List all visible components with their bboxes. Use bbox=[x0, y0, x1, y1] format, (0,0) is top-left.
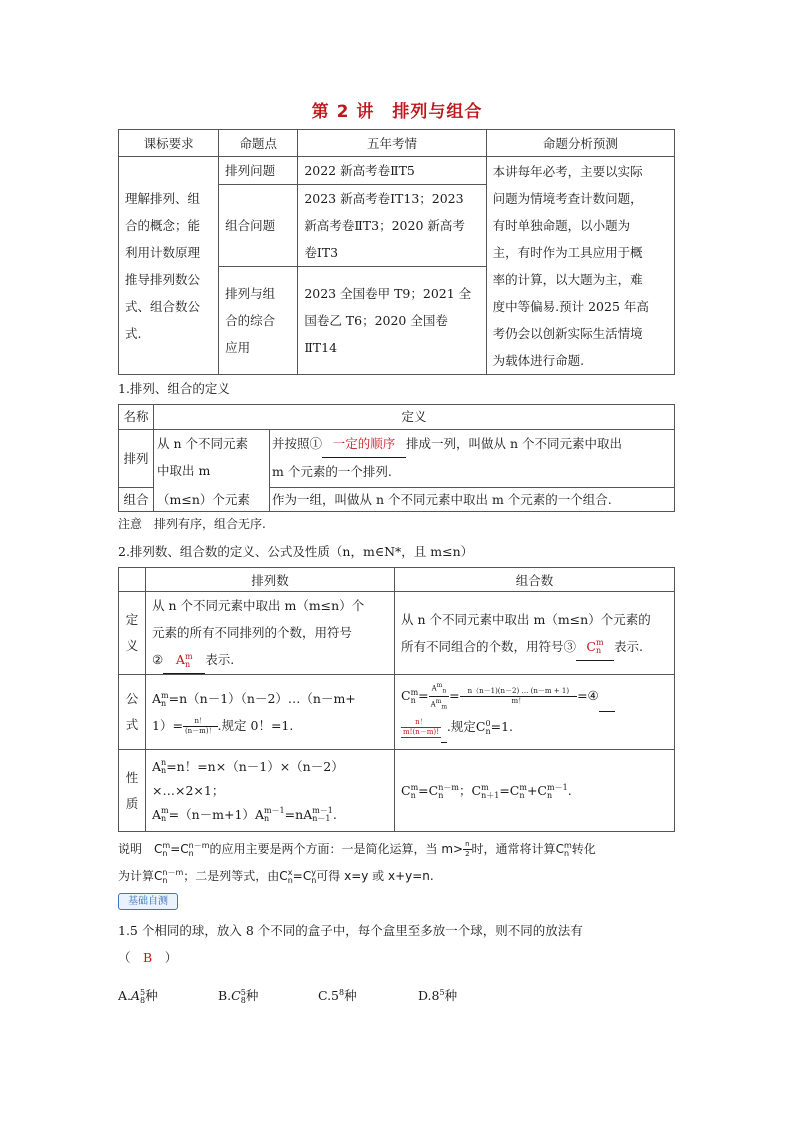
option-unit: 种 bbox=[245, 988, 259, 1004]
option-exponent: 8 bbox=[339, 988, 345, 997]
note-text: 转化 bbox=[571, 842, 596, 856]
requirement-line: 式、组合数公 bbox=[125, 298, 201, 314]
note-text: 可得 x=y 或 x+y=n. bbox=[316, 869, 434, 883]
option-a: A.A 5 8 种 bbox=[118, 987, 158, 1005]
perm-fraction bbox=[183, 717, 218, 736]
header-point: 命题点 bbox=[219, 130, 298, 157]
note-text: 时，通常将计算 bbox=[471, 842, 556, 856]
blank-number: ④ bbox=[587, 688, 599, 703]
fraction-numerator: n！ bbox=[401, 718, 441, 728]
option-d bbox=[418, 979, 514, 1009]
row-formula-label: 公式 bbox=[119, 675, 146, 750]
half-fraction: $\frac{n}{2}$ bbox=[465, 840, 470, 858]
option-label: B. bbox=[217, 988, 232, 1004]
point-line: 排列与组 bbox=[225, 286, 276, 301]
option-unit: 种 bbox=[444, 988, 458, 1004]
note-text: ；二是列等式，由 bbox=[183, 869, 280, 883]
comb-prop-cell bbox=[395, 750, 675, 832]
perm-def-line: 元素的所有不同排列的个数，用符号 bbox=[152, 625, 353, 640]
option-label: C.5 bbox=[317, 988, 340, 1004]
prediction-line: 问题为情境考查计数问题， bbox=[492, 190, 643, 206]
exam-line: 新高考卷ⅡT3；2020 新高考 bbox=[304, 218, 465, 233]
row-comb-name: 组合 bbox=[119, 488, 154, 511]
comb-formula-line: $\frac{n!}{m!(n-m)!}$ .规定C 0 n =1. bbox=[401, 712, 668, 743]
exam-line: 2022 新高考卷ⅡT5 bbox=[304, 163, 415, 178]
paren-close: ） bbox=[164, 950, 178, 965]
overview-table bbox=[118, 129, 675, 375]
row-prop-label: 性质 bbox=[119, 750, 146, 832]
perm-formula-line: A m n =n（n－1）（n－2）…（n－m+ bbox=[152, 690, 356, 708]
comb-fraction-a bbox=[429, 681, 449, 711]
comb-def-line: 从 n 个不同元素中取出 m（m≤n）个元素的 bbox=[401, 611, 651, 627]
col-name-header: 名称 bbox=[119, 405, 154, 430]
comb-def-text: 所有不同组合的个数，用符号③ bbox=[401, 638, 577, 654]
perm-def-cell bbox=[269, 430, 674, 488]
perm-def-cell bbox=[146, 592, 395, 675]
option-unit: 种 bbox=[145, 988, 158, 1004]
perm-def-text: 并按照① bbox=[272, 436, 323, 451]
header-exams: 五年考情 bbox=[298, 130, 486, 157]
perm-prop-text: =（n－m+1） bbox=[168, 806, 255, 822]
question-options bbox=[118, 979, 678, 1009]
fraction-numerator: $A^m_n$ bbox=[429, 681, 449, 697]
requirement-cell bbox=[119, 157, 219, 375]
shared-line: 从 n 个不同元素 bbox=[157, 436, 248, 451]
comb-prop-text: ； bbox=[458, 783, 472, 798]
comb-def-cell bbox=[395, 592, 675, 675]
requirement-line: 推导排列数公 bbox=[125, 271, 201, 287]
perm-formula-text: .规定 0！=1. bbox=[217, 718, 294, 733]
header-perm-number: 排列数 bbox=[146, 568, 395, 592]
option-unit: 种 bbox=[344, 988, 357, 1004]
comb-symbol-blank: C m n bbox=[576, 633, 614, 661]
note-order: 注意 排列有序，组合无序. bbox=[118, 517, 266, 531]
comb-fraction-b bbox=[460, 687, 577, 706]
point-cell bbox=[219, 267, 298, 375]
fraction-numerator: n（n－1)(n－2) … (n－m + 1) bbox=[460, 687, 577, 697]
col-def-header: 定义 bbox=[154, 405, 674, 430]
perm-def-line bbox=[272, 430, 674, 458]
section2-heading: 2.排列数、组合数的定义、公式及性质（n，m∈N*，且 m≤n） bbox=[118, 544, 474, 559]
blank-number: ② bbox=[152, 652, 164, 667]
prediction-line: 率的计算，以大题为主，难 bbox=[492, 271, 643, 287]
fraction-numerator: n！ bbox=[183, 717, 218, 727]
comb-prop-line: C m n =C n－m n ；C m n＋1 =C m n +C m－1 n . bbox=[401, 782, 572, 800]
exam-line: 国卷乙 T6；2020 全国卷 bbox=[304, 313, 448, 328]
perm-formula-cell bbox=[146, 675, 395, 750]
perm-answer-blank: 一定的顺序 bbox=[322, 430, 406, 458]
perm-prop-text: =n！=n×（n－1）×（n－2） bbox=[166, 758, 344, 774]
prediction-line: 有时单独命题，以小题为 bbox=[492, 217, 631, 233]
requirement-line: 合的概念；能 bbox=[125, 217, 201, 233]
requirement-line: 式. bbox=[125, 325, 142, 341]
comb-formula-cell bbox=[395, 675, 675, 750]
exams-cell bbox=[298, 157, 486, 185]
shared-part bbox=[154, 430, 271, 487]
perm-prop-cell bbox=[146, 750, 395, 832]
prediction-line: 考仍会以创新实际生活情境 bbox=[492, 325, 643, 341]
question-answer-line bbox=[118, 944, 678, 971]
note-line: 说明 C m n =C n－m n 的应用主要是两个方面：一是简化运算，当 m> $\frac{n}{2}$ 时，通常将计算C m n 转化 bbox=[118, 840, 596, 858]
perm-prop-line: A m n =（n－m+1）A m－1 n =nA m－1 n－1 . bbox=[152, 806, 337, 823]
option-b: B.C 5 8 种 bbox=[217, 987, 259, 1005]
row-perm-name: 排列 bbox=[119, 430, 154, 488]
perm-prop-text: =n bbox=[284, 806, 304, 822]
option-label: A. bbox=[118, 988, 132, 1004]
question-answer: B bbox=[143, 950, 153, 965]
perm-formula-text: 1）= bbox=[152, 718, 183, 733]
exam-line: ⅡT14 bbox=[304, 340, 338, 355]
perm-def-text: 排成一列，叫做从 n 个不同元素中取出 bbox=[406, 436, 623, 451]
row-def-label: 定义 bbox=[119, 592, 146, 675]
comb-answer-fraction bbox=[401, 718, 441, 738]
option-label: D.8 bbox=[417, 988, 440, 1004]
requirement-line: 理解排列、组 bbox=[125, 190, 201, 206]
perm-def-line bbox=[152, 646, 388, 674]
point-cell bbox=[219, 157, 298, 185]
exam-line: 2023 新高考卷ⅠT13；2023 bbox=[304, 191, 464, 206]
perm-def-text: 表示. bbox=[205, 652, 235, 667]
prediction-line: 主，有时作为工具应用于概 bbox=[492, 244, 643, 260]
prediction-line: 为载体进行命题. bbox=[492, 352, 585, 368]
point-line: 合的综合 bbox=[225, 313, 276, 328]
comb-formula-text: .规定 bbox=[446, 719, 476, 734]
corner-cell bbox=[119, 568, 146, 592]
shared-line: （m≤n）个元素 bbox=[157, 492, 250, 507]
definition-table bbox=[118, 404, 675, 512]
comb-def-text: 表示. bbox=[614, 638, 643, 654]
point-line: 排列问题 bbox=[225, 163, 276, 178]
section1-heading: 1.排列、组合的定义 bbox=[118, 381, 230, 396]
point-line: 组合问题 bbox=[225, 218, 276, 233]
perm-def-line: 从 n 个不同元素中取出 m（m≤n）个 bbox=[152, 598, 365, 613]
note-explanation bbox=[118, 836, 678, 890]
comb-formula-text: =1. bbox=[490, 719, 513, 734]
note-line: 为计算C n－m n ；二是列等式，由C x n =C y n 可得 x=y 或 x+y=n. bbox=[118, 867, 434, 885]
point-cell bbox=[219, 185, 298, 267]
comb-def-line bbox=[401, 633, 668, 661]
shared-line: 中取出 m bbox=[157, 463, 211, 478]
requirement-line: 利用计数原理 bbox=[125, 244, 201, 260]
prediction-line: 度中等偏易.预计 2025 年高 bbox=[492, 298, 649, 314]
perm-prop-line: ×…×2×1； bbox=[152, 782, 225, 798]
formula-table bbox=[118, 567, 675, 832]
header-comb-number: 组合数 bbox=[395, 568, 675, 592]
fraction-denominator: m！ bbox=[511, 697, 526, 705]
note-text: 的应用主要是两个方面：一是简化运算，当 m> bbox=[209, 842, 464, 856]
fraction-denominator: m!(n－m)! bbox=[403, 727, 439, 736]
exams-cell bbox=[298, 185, 486, 267]
perm-symbol-blank: A m n bbox=[163, 646, 205, 674]
exam-line: 2023 全国卷甲 T9；2021 全 bbox=[304, 286, 472, 301]
perm-prop-line: A n n =n！=n×（n－1）×（n－2） bbox=[152, 758, 344, 775]
perm-def-line: m 个元素的一个排列. bbox=[272, 464, 392, 479]
note-text: 说明 bbox=[118, 842, 143, 856]
exams-cell bbox=[298, 267, 486, 375]
perm-formula-line bbox=[152, 712, 388, 739]
point-line: 应用 bbox=[225, 340, 251, 355]
prediction-cell bbox=[486, 157, 674, 375]
option-exponent: 5 bbox=[439, 988, 445, 997]
basic-self-test-badge: 基础自测 bbox=[118, 893, 178, 910]
fraction-denominator: $A^m_m$ bbox=[430, 698, 448, 711]
comb-def-cell: 作为一组，叫做从 n 个不同元素中取出 m 个元素的一个组合. bbox=[269, 488, 674, 511]
option-c bbox=[318, 979, 414, 1009]
page-title: 第 2 讲 排列与组合 bbox=[311, 102, 483, 122]
comb-formula-line: C m n = $A^m_n$ $A^m_m$ = $\frac{n(n-1)(n-2) \dots (n-m + 1)}{m!}$ =④ bbox=[401, 681, 668, 712]
perm-formula-text: =n（n－1）（n－2）…（n－m+ bbox=[168, 691, 356, 706]
note-text: 为计算 bbox=[118, 869, 155, 883]
header-prediction: 命题分析预测 bbox=[486, 130, 674, 157]
question-text: 1.5 个相同的球，放入 8 个不同的盒子中，每个盒里至多放一个球，则不同的放法有 bbox=[118, 923, 583, 938]
header-requirement: 课标要求 bbox=[119, 130, 219, 157]
exam-line: 卷ⅠT3 bbox=[304, 245, 339, 260]
answer-blank-line bbox=[599, 681, 615, 712]
paren-open: （ bbox=[118, 950, 131, 965]
question-1 bbox=[118, 917, 678, 1009]
fraction-denominator: (n－m)！ bbox=[184, 727, 216, 735]
prediction-line: 本讲每年必考，主要以实际 bbox=[492, 163, 643, 179]
